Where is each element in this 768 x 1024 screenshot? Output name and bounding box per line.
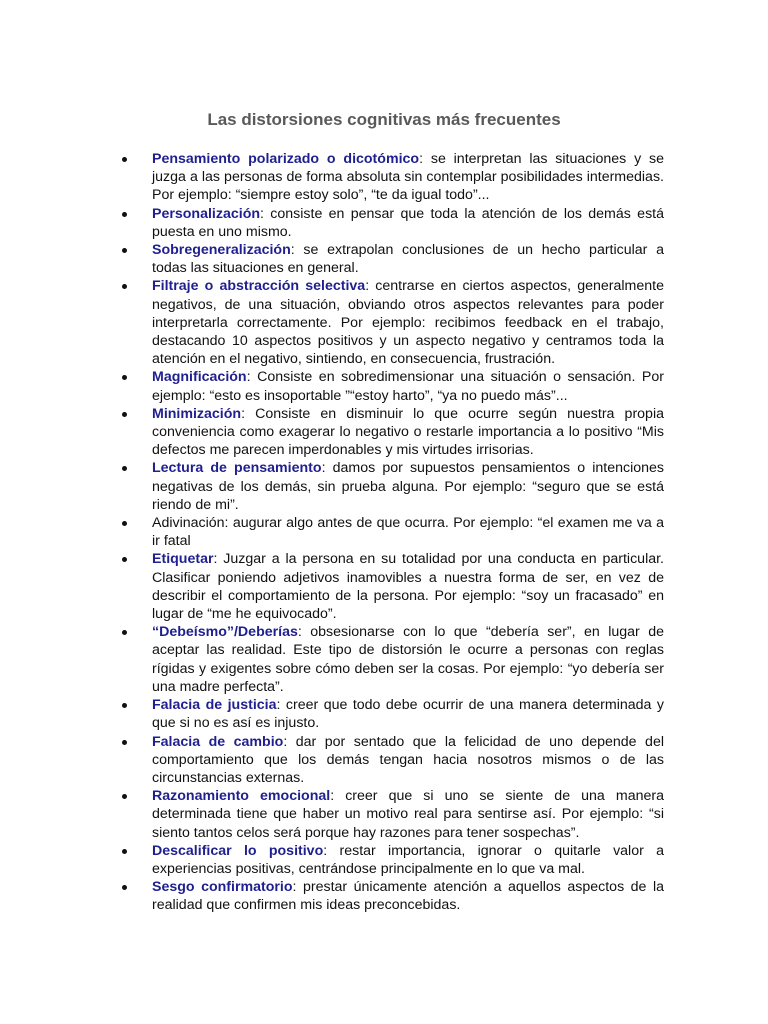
item-text: : dar por sentado que la felicidad de uno depende del comportamiento que los demás tengan hacia nosotros mismos o de las circunstancias externas. <box>152 733 664 786</box>
item-term: Razonamiento emocional <box>152 788 331 805</box>
item-text: : creer que todo debe ocurrir de una manera determinada y que si no es así es injusto. <box>152 697 664 732</box>
list-item <box>118 241 664 277</box>
list-item <box>118 787 664 842</box>
item-text: : obsesionarse con lo que “debería ser”, en lugar de aceptar las realidad. Este tipo de distorsión le ocurre a personas con reglas rígidas y exigentes sobre cómo deben ser la cosas. Por ejemplo: “yo debería ser una madre perfecta”. <box>152 624 664 695</box>
bullet-dot-icon <box>122 375 127 380</box>
list-item <box>118 550 664 623</box>
bullet-dot-icon <box>122 849 127 854</box>
list-item <box>118 368 664 404</box>
item-text: : restar importancia, ignorar o quitarle valor a experiencias positivas, centrándose principalmente en lo que va mal. <box>152 842 664 877</box>
item-term: Lectura de pensamiento <box>152 460 322 477</box>
list-item <box>118 405 664 460</box>
item-text: : Consiste en disminuir lo que ocurre según nuestra propia conveniencia como exagerar lo negativo o restarle importancia a lo positivo “Mis defectos me parecen imperdonables y mis virtudes irrisorias. <box>152 405 664 459</box>
list-item <box>118 842 664 878</box>
page-title: Las distorsiones cognitivas más frecuentes <box>207 110 561 129</box>
bullet-dot-icon <box>122 740 127 745</box>
list-item <box>118 878 664 914</box>
item-term: Falacia de justicia <box>152 697 277 714</box>
bullet-dot-icon <box>122 284 127 289</box>
bullet-dot-icon <box>122 521 127 526</box>
item-term: Magnificación <box>152 369 247 386</box>
bullet-dot-icon <box>122 630 127 635</box>
list-item <box>118 277 664 368</box>
bullet-dot-icon <box>122 412 127 417</box>
item-text: : se extrapolan conclusiones de un hecho particular a todas las situaciones en general. <box>152 242 664 277</box>
bullet-dot-icon <box>122 248 127 253</box>
list-item <box>118 623 664 696</box>
bullet-dot-icon <box>122 212 127 217</box>
item-term: Pensamiento polarizado o dicotómico <box>152 151 420 167</box>
item-text: : creer que si uno se siente de una manera determinada tiene que haber un motivo real para sentirse así. Por ejemplo: “si siento tantos celos será porque hay razones para tener sospechas”. <box>152 788 664 841</box>
item-text: : consiste en pensar que toda la atención de los demás está puesta en uno mismo. <box>152 205 664 240</box>
list-item <box>118 733 664 788</box>
list-item <box>118 205 664 241</box>
item-term: Sesgo confirmatorio <box>152 879 293 896</box>
list-item <box>118 696 664 732</box>
bullet-dot-icon <box>122 703 127 708</box>
item-term: “Debeísmo”/Deberías <box>152 624 298 641</box>
item-text: Adivinación: augurar algo antes de que ocurra. Por ejemplo: “el examen me va a ir fatal <box>152 515 664 550</box>
bullet-dot-icon <box>122 466 127 471</box>
distortions-list <box>118 150 664 915</box>
item-term: Personalización <box>152 205 261 222</box>
item-text: : Consiste en sobredimensionar una situación o sensación. Por ejemplo: “esto es insoportable ”“estoy harto”, “ya no puedo más”... <box>152 369 664 404</box>
item-term: Etiquetar <box>152 551 214 568</box>
item-text: : centrarse en ciertos aspectos, generalmente negativos, de una situación, obviando otros aspectos relevantes para poder interpretarla correctamente. Por ejemplo: recibimos feedback en el trabajo, destacando 10 aspectos positivos y un aspecto negativo y centramos toda la atención en el negativo, sintiendo, en consecuencia, frustración. <box>152 278 664 368</box>
item-text: : damos por supuestos pensamientos o intenciones negativas de los demás, sin prueba alguna. Por ejemplo: “seguro que se está riendo de mi”. <box>152 460 664 513</box>
item-text: : prestar únicamente atención a aquellos aspectos de la realidad que confirmen mis ideas preconcebidas. <box>152 879 664 914</box>
bullet-dot-icon <box>122 794 127 799</box>
item-text: : se interpretan las situaciones y se juzga a las personas de forma absoluta sin contemplar posibilidades intermedias. Por ejemplo: “siempre estoy solo”, “te da igual todo”... <box>152 151 664 204</box>
bullet-dot-icon <box>122 157 127 162</box>
item-text: : Juzgar a la persona en su totalidad por una conducta en particular. Clasificar poniendo adjetivos inamovibles a nuestra forma de ser, en vez de describir el comportamiento de la persona. Por ejemplo: “soy un fracasado” en lugar de “me he equivocado”. <box>152 551 664 623</box>
list-item <box>118 150 664 205</box>
bullet-dot-icon <box>122 885 127 890</box>
item-term: Sobregeneralización <box>152 242 291 259</box>
list-item <box>118 514 664 550</box>
list-item <box>118 459 664 514</box>
bullet-dot-icon <box>122 557 127 562</box>
item-term: Minimización <box>152 405 242 422</box>
item-term: Descalificar lo positivo <box>152 842 324 859</box>
item-term: Filtraje o abstracción selectiva <box>152 278 366 295</box>
item-term: Falacia de cambio <box>152 733 284 750</box>
